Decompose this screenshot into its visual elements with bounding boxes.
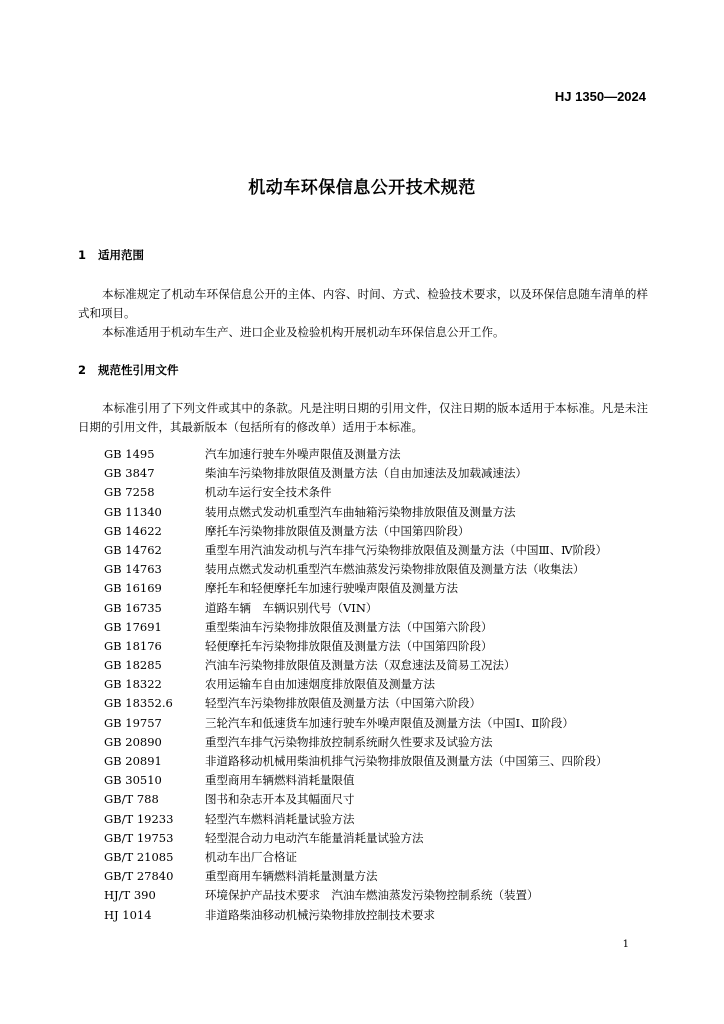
reference-code: GB 20891 bbox=[104, 754, 162, 768]
paragraph: 本标准适用于机动车生产、进口企业及检验机构开展机动车环保信息公开工作。 bbox=[102, 325, 505, 339]
reference-code: GB/T 21085 bbox=[104, 849, 174, 864]
reference-title: 摩托车污染物排放限值及测量方法（中国第四阶段） bbox=[205, 523, 470, 538]
reference-title: 轻型汽车燃料消耗量试验方法 bbox=[205, 811, 355, 826]
reference-item bbox=[104, 771, 664, 790]
reference-item bbox=[104, 560, 664, 579]
reference-title: 农用运输车自由加速烟度排放限值及测量方法 bbox=[205, 677, 435, 692]
reference-title: 机动车运行安全技术条件 bbox=[205, 485, 332, 500]
reference-code: GB 14762 bbox=[104, 542, 162, 557]
reference-title: 图书和杂志开本及其幅面尺寸 bbox=[205, 792, 355, 807]
reference-item bbox=[104, 656, 664, 675]
reference-item bbox=[104, 445, 664, 464]
reference-title: 装用点燃式发动机重型汽车曲轴箱污染物排放限值及测量方法 bbox=[205, 504, 516, 519]
reference-item bbox=[104, 522, 664, 541]
reference-item bbox=[104, 464, 664, 483]
standard-number: HJ 1350—2024 bbox=[554, 89, 646, 104]
reference-item bbox=[104, 829, 664, 848]
reference-title: 非道路柴油移动机械污染物排放控制技术要求 bbox=[205, 907, 435, 922]
reference-item bbox=[104, 810, 664, 829]
reference-code: GB 11340 bbox=[104, 504, 162, 519]
reference-item bbox=[104, 483, 664, 502]
reference-item bbox=[104, 675, 664, 694]
reference-title: 摩托车和轻便摩托车加速行驶噪声限值及测量方法 bbox=[205, 581, 458, 596]
reference-item bbox=[104, 541, 664, 560]
paragraph: 本标准引用了下列文件或其中的条款。凡是注明日期的引用文件，仅注日期的版本适用于本标准。凡是未注日期的引用文件，其最新版本（包括所有的修改单）适用于本标准。 bbox=[78, 401, 648, 434]
reference-code: GB 16735 bbox=[104, 600, 162, 615]
section-number: 1 bbox=[78, 248, 87, 262]
reference-title: 轻便摩托车污染物排放限值及测量方法（中国第四阶段） bbox=[205, 638, 493, 653]
reference-code: GB 19757 bbox=[104, 715, 162, 730]
reference-item bbox=[104, 637, 664, 656]
reference-item bbox=[104, 714, 664, 733]
reference-code: GB 14622 bbox=[104, 523, 162, 538]
reference-item bbox=[104, 599, 664, 618]
reference-item bbox=[104, 733, 664, 752]
reference-title: 轻型混合动力电动汽车能量消耗量试验方法 bbox=[205, 830, 424, 845]
reference-title: 重型汽车排气污染物排放控制系统耐久性要求及试验方法 bbox=[205, 734, 493, 749]
reference-code: GB 18352.6 bbox=[104, 696, 173, 711]
reference-code: GB 3847 bbox=[104, 466, 155, 481]
reference-title: 重型柴油车污染物排放限值及测量方法（中国第六阶段） bbox=[205, 619, 493, 634]
reference-code: GB 17691 bbox=[104, 619, 162, 634]
reference-code: GB 18285 bbox=[104, 658, 162, 673]
section-heading-scope bbox=[78, 247, 144, 263]
reference-title: 装用点燃式发动机重型汽车燃油蒸发污染物排放限值及测量方法（收集法） bbox=[205, 562, 585, 577]
reference-code: GB 7258 bbox=[104, 485, 155, 500]
reference-code: GB/T 19753 bbox=[104, 830, 174, 845]
reference-title: 机动车出厂合格证 bbox=[205, 849, 297, 864]
reference-code: HJ 1014 bbox=[104, 907, 152, 922]
paragraph: 本标准规定了机动车环保信息公开的主体、内容、时间、方式、检验技术要求，以及环保信息随车清单的样式和项目。 bbox=[78, 287, 648, 320]
reference-item bbox=[104, 694, 664, 713]
reference-title: 重型商用车辆燃料消耗量测量方法 bbox=[205, 869, 378, 884]
reference-code: HJ/T 390 bbox=[104, 888, 156, 903]
reference-code: GB/T 19233 bbox=[104, 811, 174, 826]
reference-title: 道路车辆 车辆识别代号（VIN） bbox=[205, 600, 378, 615]
reference-item bbox=[104, 579, 664, 598]
section-heading-references bbox=[78, 362, 179, 378]
section-title: 规范性引用文件 bbox=[98, 363, 179, 377]
reference-item bbox=[104, 618, 664, 637]
reference-title: 重型车用汽油发动机与汽车排气污染物排放限值及测量方法（中国Ⅲ、Ⅳ阶段） bbox=[205, 542, 608, 557]
reference-title: 非道路移动机械用柴油机排气污染物排放限值及测量方法（中国第三、四阶段） bbox=[205, 754, 608, 768]
reference-title: 汽油车污染物排放限值及测量方法（双怠速法及简易工况法） bbox=[205, 658, 516, 673]
reference-title: 重型商用车辆燃料消耗量限值 bbox=[205, 773, 355, 788]
reference-code: GB 30510 bbox=[104, 773, 162, 788]
reference-code: GB 18176 bbox=[104, 638, 162, 653]
reference-title: 柴油车污染物排放限值及测量方法（自由加速法及加载减速法） bbox=[205, 466, 527, 481]
reference-code: GB 16169 bbox=[104, 581, 162, 596]
reference-item bbox=[104, 886, 664, 905]
reference-code: GB 14763 bbox=[104, 562, 162, 577]
reference-list bbox=[104, 445, 664, 925]
reference-item bbox=[104, 790, 664, 809]
reference-item bbox=[104, 752, 664, 771]
reference-item bbox=[104, 867, 664, 886]
reference-title: 环境保护产品技术要求 汽油车燃油蒸发污染物控制系统（装置） bbox=[205, 888, 539, 903]
page-number: 1 bbox=[622, 939, 629, 950]
section-title: 适用范围 bbox=[98, 248, 144, 262]
reference-title: 三轮汽车和低速货车加速行驶车外噪声限值及测量方法（中国Ⅰ、Ⅱ阶段） bbox=[205, 715, 574, 730]
reference-code: GB/T 788 bbox=[104, 792, 159, 807]
section-number: 2 bbox=[78, 363, 87, 377]
reference-code: GB 18322 bbox=[104, 677, 162, 692]
reference-title: 轻型汽车污染物排放限值及测量方法（中国第六阶段） bbox=[205, 696, 481, 711]
reference-item bbox=[104, 906, 664, 925]
reference-title: 汽车加速行驶车外噪声限值及测量方法 bbox=[205, 447, 401, 461]
reference-code: GB/T 27840 bbox=[104, 869, 174, 884]
reference-item bbox=[104, 503, 664, 522]
reference-code: GB 20890 bbox=[104, 734, 162, 749]
document-title: 机动车环保信息公开技术规范 bbox=[248, 178, 476, 198]
reference-item bbox=[104, 848, 664, 867]
reference-code: GB 1495 bbox=[104, 447, 155, 461]
